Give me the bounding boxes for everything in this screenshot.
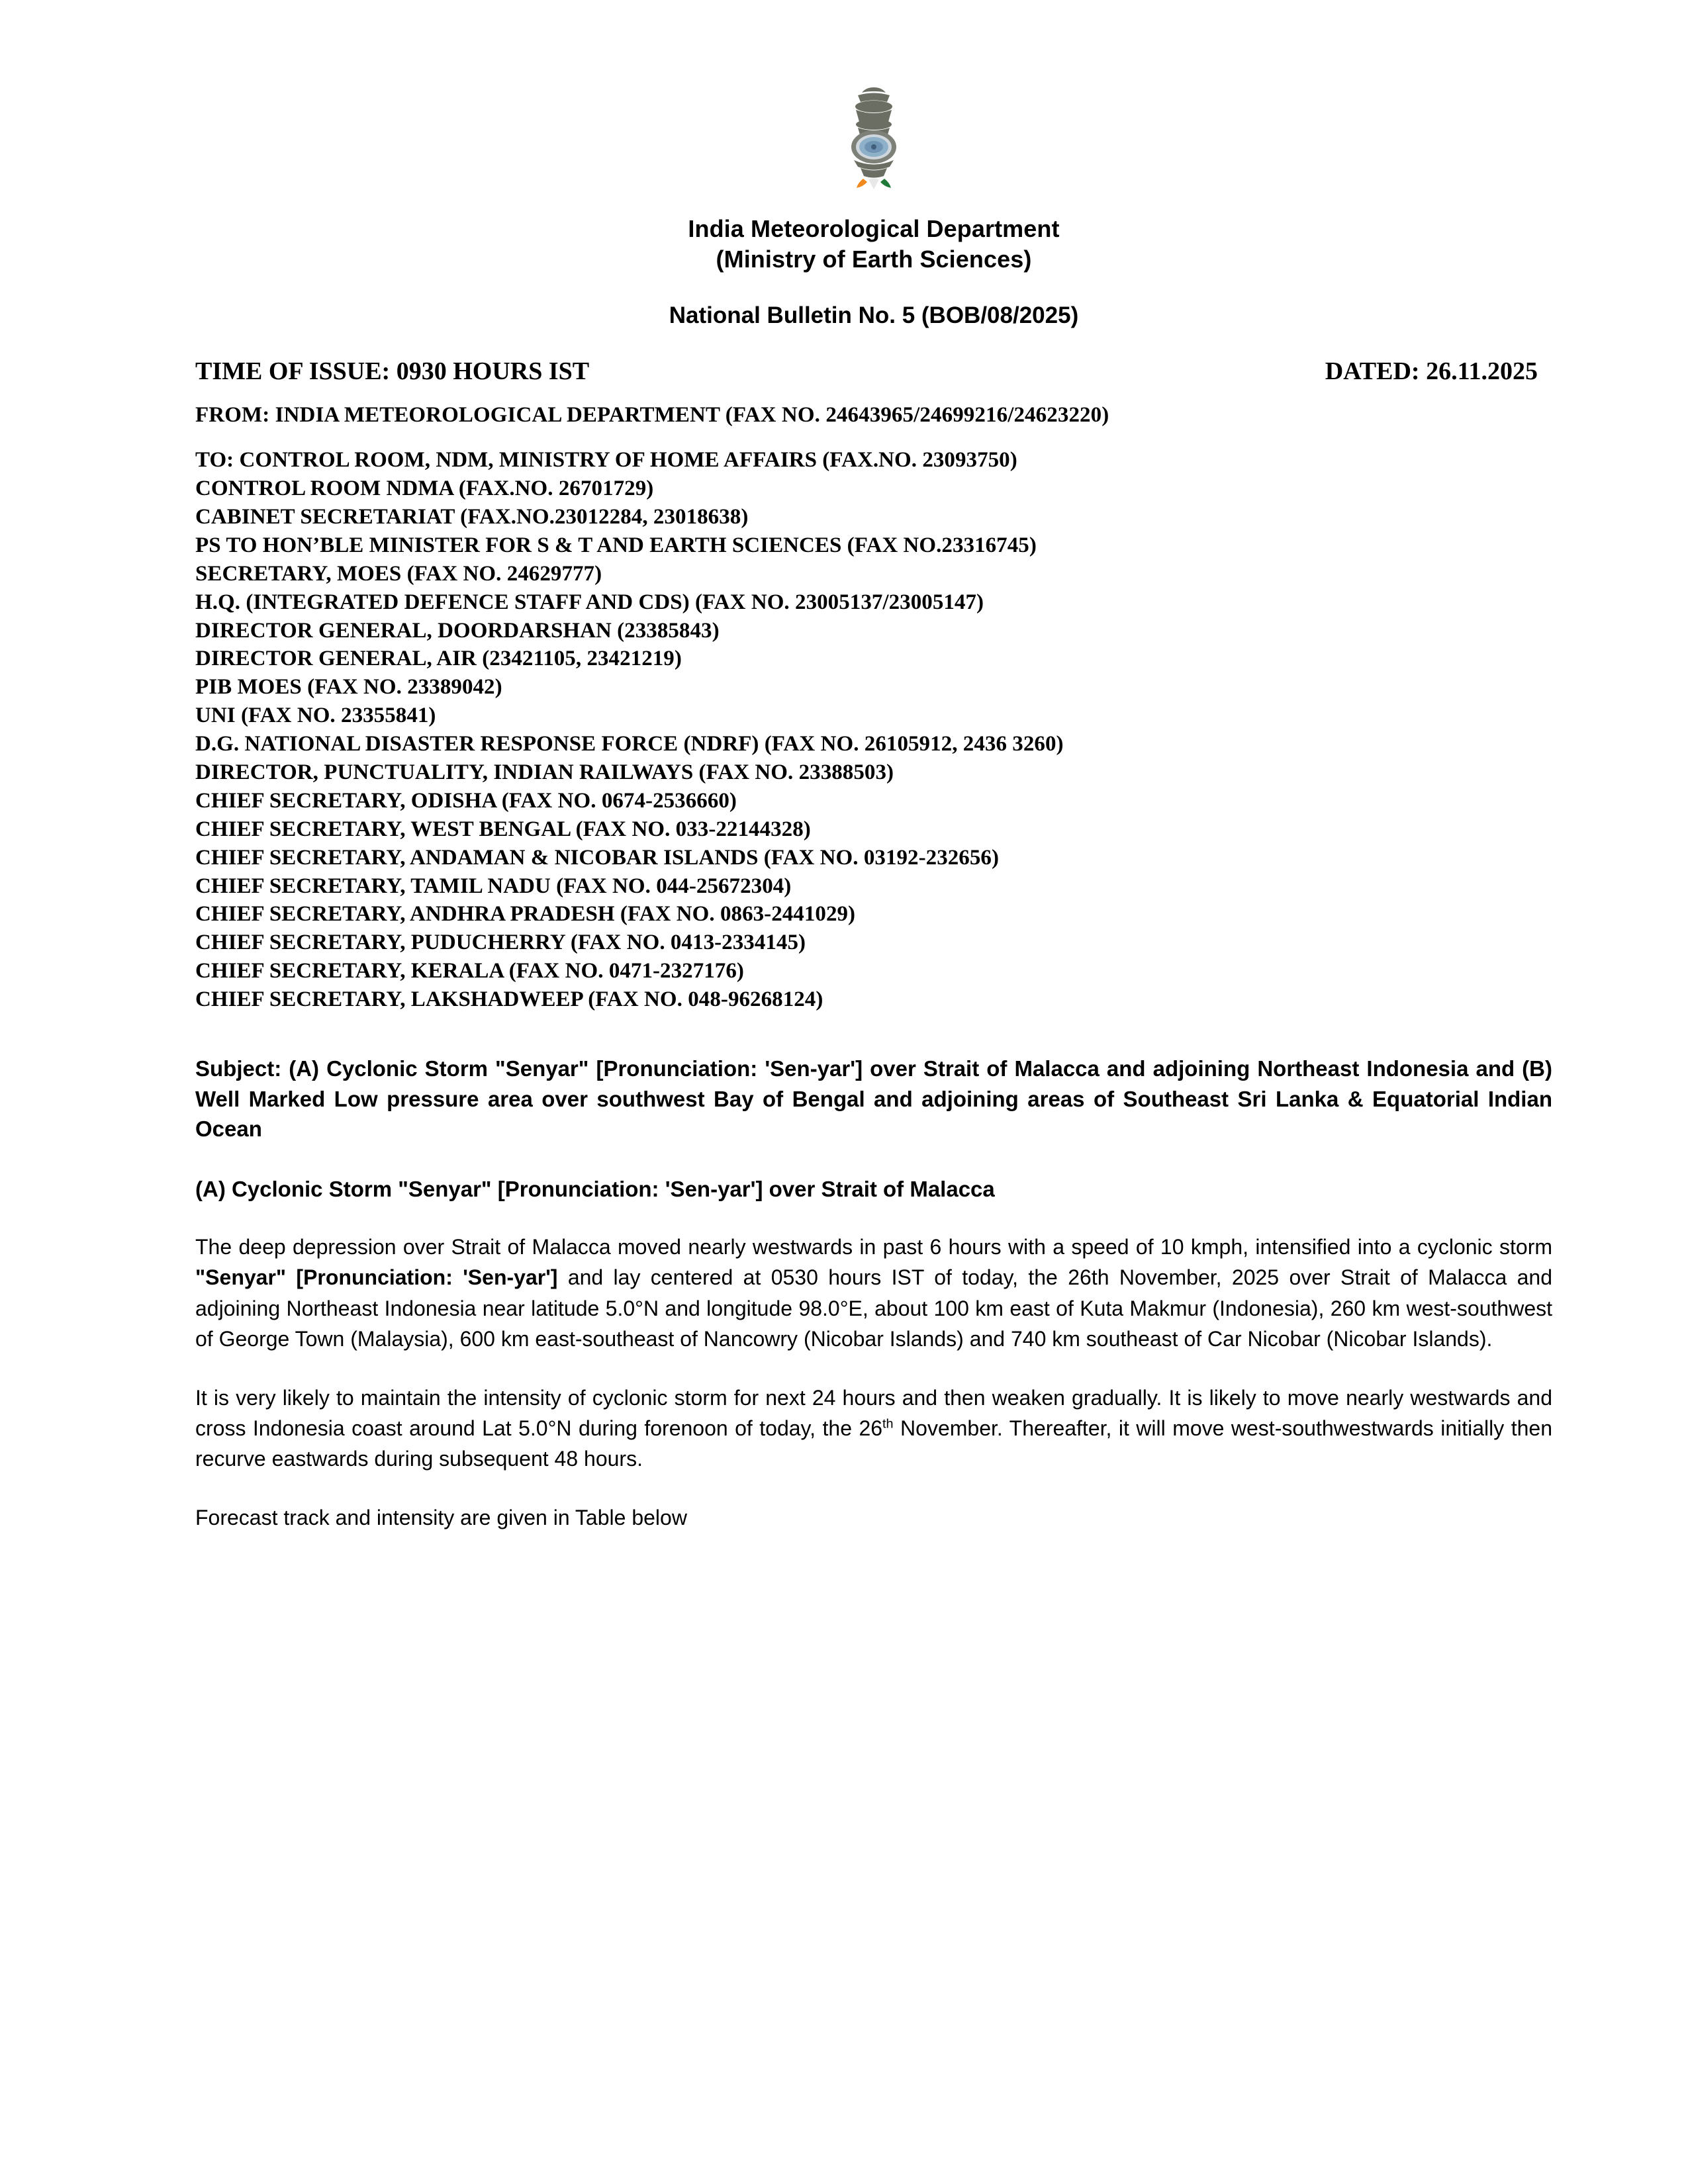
recipient-item: CABINET SECRETARIAT (FAX.NO.23012284, 23018638) bbox=[195, 504, 749, 529]
recipient-item: CHIEF SECRETARY, LAKSHADWEEP (FAX NO. 048-96268124) bbox=[195, 987, 823, 1012]
org-line-1: India Meteorological Department bbox=[688, 215, 1060, 242]
recipient-item: DIRECTOR GENERAL, DOORDARSHAN (23385843) bbox=[195, 618, 720, 643]
recipient-item: CHIEF SECRETARY, ODISHA (FAX NO. 0674-2536660) bbox=[195, 788, 737, 813]
recipient-item: CHIEF SECRETARY, ANDHRA PRADESH (FAX NO. 0863-2441029) bbox=[195, 902, 856, 927]
india-national-emblem-icon bbox=[834, 86, 914, 202]
subject-line: Subject: (A) Cyclonic Storm "Senyar" [Pronunciation: 'Sen-yar'] over Strait of Malacca and adjoining Northeast Indonesia and (B) Well Marked Low pressure area over southwest Bay of Bengal and adjoining areas of Southeast Sri Lanka & Equatorial Indian Ocean bbox=[195, 1056, 1552, 1142]
section-a-heading: (A) Cyclonic Storm "Senyar" [Pronunciation: 'Sen-yar'] over Strait of Malacca bbox=[195, 1176, 995, 1201]
ordinal-suffix: th bbox=[882, 1416, 894, 1432]
paragraph-one-part1: The deep depression over Strait of Malacca moved nearly westwards in past 6 hours with a speed of 10 kmph, intensified into a cyclonic storm bbox=[195, 1235, 1552, 1259]
recipient-item: PS TO HON’BLE MINISTER FOR S & T AND EARTH SCIENCES (FAX NO.23316745) bbox=[195, 533, 1037, 557]
bulletin-number: National Bulletin No. 5 (BOB/08/2025) bbox=[669, 302, 1079, 329]
recipient-item: D.G. NATIONAL DISASTER RESPONSE FORCE (NDRF) (FAX NO. 26105912, 2436 3260) bbox=[195, 732, 1064, 756]
organisation-heading bbox=[195, 214, 1552, 275]
recipient-list bbox=[195, 446, 1552, 1014]
storm-name-bold: "Senyar" [Pronunciation: 'Sen-yar'] bbox=[195, 1265, 558, 1290]
recipient-item: CONTROL ROOM NDMA (FAX.NO. 26701729) bbox=[195, 477, 654, 501]
issue-row bbox=[195, 357, 1552, 386]
time-of-issue: TIME OF ISSUE: 0930 HOURS IST bbox=[195, 357, 590, 386]
paragraph-two-part1: It is very likely to maintain the intensity of cyclonic storm for next 24 hours and then weaken gradually. It is likely to move nearly westwards and cross Indonesia coast around Lat 5.0°N during forenoon of today, the 26 bbox=[195, 1385, 1552, 1441]
paragraph-one bbox=[195, 1232, 1552, 1355]
recipient-item: CHIEF SECRETARY, TAMIL NADU (FAX NO. 044-25672304) bbox=[195, 874, 792, 898]
recipient-item: CHIEF SECRETARY, PUDUCHERRY (FAX NO. 0413-2334145) bbox=[195, 931, 806, 955]
recipient-item: PIB MOES (FAX NO. 23389042) bbox=[195, 675, 502, 700]
org-line-2: (Ministry of Earth Sciences) bbox=[716, 246, 1032, 273]
dated: DATED: 26.11.2025 bbox=[1325, 357, 1538, 386]
from-line: FROM: INDIA METEOROLOGICAL DEPARTMENT (FAX NO. 24643965/24699216/24623220) bbox=[195, 403, 1109, 428]
paragraph-two-part2: November. Thereafter, it will move west-southwestwards initially then recurve eastwards during subsequent 48 hours. bbox=[195, 1416, 1553, 1471]
recipient-item: CHIEF SECRETARY, WEST BENGAL (FAX NO. 033-22144328) bbox=[195, 817, 811, 841]
recipient-item: TO: CONTROL ROOM, NDM, MINISTRY OF HOME AFFAIRS (FAX.NO. 23093750) bbox=[195, 448, 1017, 473]
recipient-item: DIRECTOR, PUNCTUALITY, INDIAN RAILWAYS (FAX NO. 23388503) bbox=[195, 760, 894, 784]
paragraph-three: Forecast track and intensity are given in Table below bbox=[195, 1505, 687, 1529]
recipient-item: UNI (FAX NO. 23355841) bbox=[195, 704, 436, 728]
recipient-item: CHIEF SECRETARY, ANDAMAN & NICOBAR ISLANDS (FAX NO. 03192-232656) bbox=[195, 845, 999, 870]
recipient-item: H.Q. (INTEGRATED DEFENCE STAFF AND CDS) (FAX NO. 23005137/23005147) bbox=[195, 590, 984, 614]
recipient-item: DIRECTOR GENERAL, AIR (23421105, 23421219) bbox=[195, 647, 682, 671]
emblem-container bbox=[195, 86, 1552, 202]
paragraph-two bbox=[195, 1383, 1552, 1475]
recipient-item: SECRETARY, MOES (FAX NO. 24629777) bbox=[195, 561, 602, 586]
paragraph-one-part2: and lay centered at 0530 hours IST of today, the 26th November, 2025 over Strait of Malacca and adjoining Northeast Indonesia near latitude 5.0°N and longitude 98.0°E, about 100 km east of Kuta Makmur (Indonesia), 260 km west-southwest of George Town (Malaysia), 600 km east-southeast of Nancowry (Nicobar Islands) and 740 km southeast of Car Nicobar (Nicobar Islands). bbox=[195, 1265, 1553, 1351]
recipient-item: CHIEF SECRETARY, KERALA (FAX NO. 0471-2327176) bbox=[195, 959, 744, 983]
